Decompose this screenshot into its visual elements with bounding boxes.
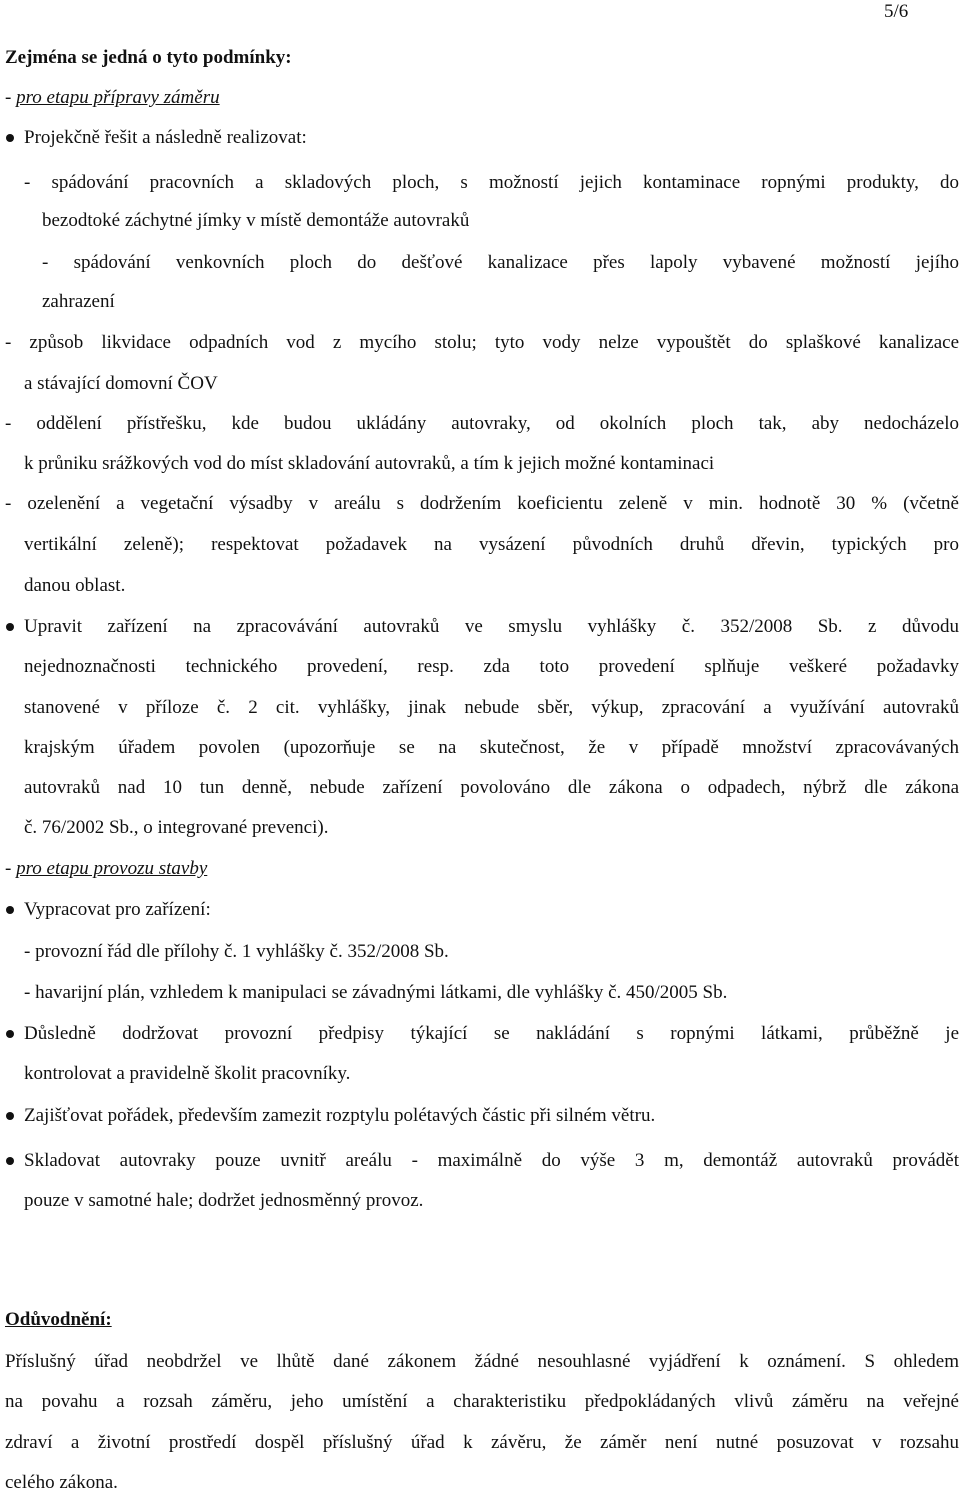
bullet-icon: [6, 1157, 14, 1165]
reasoning-line: na povahu a rozsah záměru, jeho umístění a charakteristiku předpokládaných vlivů záměru na veřejné: [5, 1391, 959, 1412]
bullet-icon: [6, 1112, 14, 1120]
bullet-1-line: zahrazení: [42, 291, 115, 312]
bullet-icon: [6, 1030, 14, 1038]
bullet-3-line: - provozní řád dle přílohy č. 1 vyhlášky č. 352/2008 Sb.: [24, 941, 449, 962]
bullet-2-line: stanovené v příloze č. 2 cit. vyhlášky, jinak nebude sběr, výkup, zpracování a využívání autovraků: [24, 697, 959, 718]
bullet-4-line: Důsledně dodržovat provozní předpisy týkající se nakládání s ropnými látkami, průběžně je: [24, 1023, 959, 1044]
bullet-1-title: Projekčně řešit a následně realizovat:: [24, 127, 307, 148]
bullet-1-line: - spádování pracovních a skladových ploch, s možností jejich kontaminace ropnými produkty, do: [24, 172, 959, 193]
bullet-1-line: a stávající domovní ČOV: [24, 373, 218, 394]
phase-label: pro etapu přípravy záměru: [16, 87, 220, 108]
bullet-1-line: danou oblast.: [24, 575, 126, 596]
bullet-1-line: - spádování venkovních ploch do dešťové kanalizace přes lapoly vybavené možností jejího: [42, 252, 959, 273]
bullet-icon: [6, 134, 14, 142]
bullet-1-line: k průniku srážkových vod do míst skladování autovraků, a tím k jejich možné kontaminaci: [24, 453, 715, 474]
bullet-5-line: Zajišťovat pořádek, především zamezit rozptylu polétavých částic při silném větru.: [24, 1105, 656, 1126]
page-number: 5/6: [884, 1, 909, 22]
bullet-2-line: nejednoznačnosti technického provedení, resp. zda toto provedení splňuje veškeré požadavky: [24, 656, 959, 677]
bullet-2-line: autovraků nad 10 tun denně, nebude zařízení povolováno dle zákona o odpadech, nýbrž dle zákona: [24, 777, 959, 798]
bullet-1-line: - ozelenění a vegetační výsadby v areálu s dodržením koeficientu zeleně v min. hodnotě 30 % (včetně: [5, 493, 959, 514]
reasoning-line: zdraví a životní prostředí dospěl příslušný úřad k závěru, že záměr není nutné posuzovat v rozsahu: [5, 1432, 959, 1453]
bullet-6-line: Skladovat autovraky pouze uvnitř areálu - maximálně do výše 3 m, demontáž autovraků provádět: [24, 1150, 959, 1171]
bullet-1-line: - oddělení přístřešku, kde budou ukládány autovraky, od okolních ploch tak, aby nedocházelo: [5, 413, 959, 434]
bullet-1-line: vertikální zeleně); respektovat požadavek na vysázení původních druhů dřevin, typických pro: [24, 534, 959, 555]
phase-dash: -: [5, 858, 17, 879]
conditions-heading: Zejména se jedná o tyto podmínky:: [5, 47, 292, 68]
phase-preparation-heading: [5, 86, 220, 110]
bullet-2-line: krajským úřadem povolen (upozorňuje se na skutečnost, že v případě množství zpracovávaných: [24, 737, 959, 758]
bullet-3-title: Vypracovat pro zařízení:: [24, 899, 211, 920]
bullet-4-line: kontrolovat a pravidelně školit pracovníky.: [24, 1063, 351, 1084]
bullet-2-line: Upravit zařízení na zpracovávání autovraků ve smyslu vyhlášky č. 352/2008 Sb. z důvodu: [24, 616, 959, 637]
bullet-1-line: bezodtoké záchytné jímky v místě demontáže autovraků: [42, 210, 470, 231]
bullet-icon: [6, 623, 14, 631]
bullet-icon: [6, 906, 14, 914]
bullet-6-line: pouze v samotné hale; dodržet jednosměnný provoz.: [24, 1190, 424, 1211]
reasoning-line: Příslušný úřad neobdržel ve lhůtě dané zákonem žádné nesouhlasné vyjádření k oznámení. S ohledem: [5, 1351, 959, 1372]
phase-dash: -: [5, 87, 17, 108]
reasoning-heading: Odůvodnění:: [5, 1309, 112, 1330]
bullet-2-line: č. 76/2002 Sb., o integrované prevenci).: [24, 817, 329, 838]
reasoning-line: celého zákona.: [5, 1472, 118, 1493]
bullet-1-line: - způsob likvidace odpadních vod z mycího stolu; tyto vody nelze vypouštět do splaškové kanalizace: [5, 332, 959, 353]
bullet-3-line: - havarijní plán, vzhledem k manipulaci se závadnými látkami, dle vyhlášky č. 450/2005 Sb.: [24, 982, 728, 1003]
phase-operation-heading: [5, 857, 207, 881]
phase-label: pro etapu provozu stavby: [16, 858, 208, 879]
